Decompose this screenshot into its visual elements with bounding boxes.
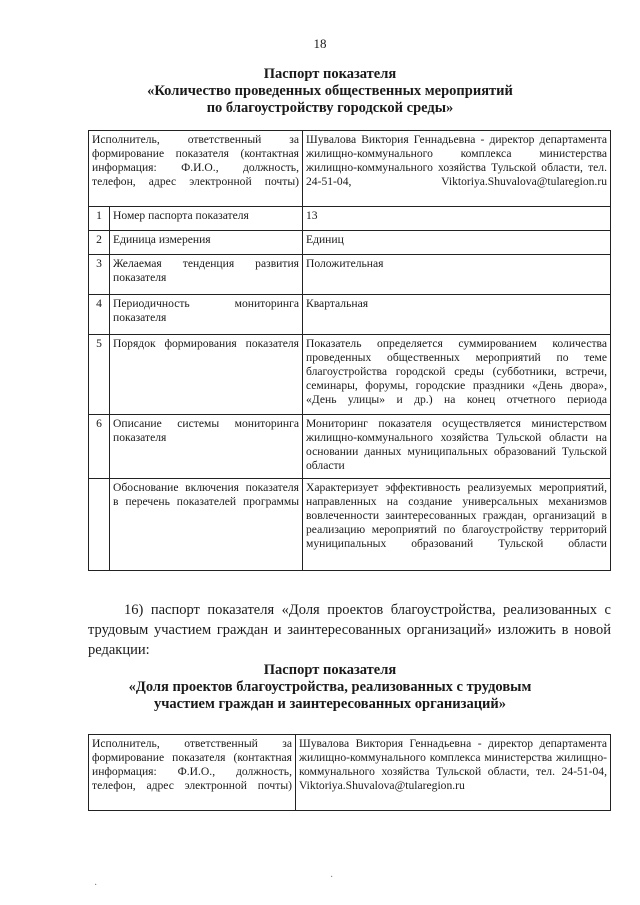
executor-row bbox=[89, 735, 611, 811]
row-label: Желаемая тенденция развития показателя bbox=[110, 255, 303, 295]
row-number: 1 bbox=[89, 207, 110, 231]
row-number: 3 bbox=[89, 255, 110, 295]
table-row bbox=[89, 231, 611, 255]
table-row bbox=[89, 255, 611, 295]
passport-title-2-line2: «Доля проектов благоустройства, реализованных с трудовым bbox=[128, 679, 532, 695]
amendment-text: 16) паспорт показателя «Доля проектов благоустройства, реализованных с трудовым участием граждан и заинтересованных организаций» изложить в новой редакции: bbox=[88, 602, 611, 658]
row-value: Характеризует эффективность реализуемых мероприятий, направленных на создание универсальных механизмов вовлеченности заинтересованных граждан, организаций в реализацию мероприятий по благоустройству территорий муниципальных образований Тульской области bbox=[303, 479, 611, 571]
table-row bbox=[89, 295, 611, 335]
row-label: Обоснование включения показателя в перечень показателей программы bbox=[110, 479, 303, 571]
amendment-paragraph bbox=[88, 600, 611, 660]
row-label: Номер паспорта показателя bbox=[110, 207, 303, 231]
row-label: Описание системы мониторинга показателя bbox=[110, 415, 303, 479]
scan-mark: · bbox=[330, 872, 334, 883]
row-value: Единиц bbox=[303, 231, 611, 255]
row-value: Мониторинг показателя осуществляется министерством жилищно-коммунального хозяйства Тульской области на основании данных муниципальных образований Тульской области bbox=[303, 415, 611, 479]
row-number: 5 bbox=[89, 335, 110, 415]
passport-table-2 bbox=[88, 734, 611, 811]
table-row bbox=[89, 479, 611, 571]
row-number: 6 bbox=[89, 415, 110, 479]
row-value: 13 bbox=[303, 207, 611, 231]
row-label: Периодичность мониторинга показателя bbox=[110, 295, 303, 335]
executor-label: Исполнитель, ответственный за формирование показателя (контактная информация: Ф.И.О., должность, телефон, адрес электронной почты) bbox=[89, 131, 303, 207]
table-row bbox=[89, 415, 611, 479]
executor-value: Шувалова Виктория Геннадьевна - директор департамента жилищно-коммунального комплекса министерства жилищно-коммунального хозяйства Тульской области, тел. 24-51-04, Viktoriya.Shuvalova@tularegion.ru bbox=[296, 735, 611, 811]
scan-mark: · bbox=[94, 880, 98, 891]
row-number: 4 bbox=[89, 295, 110, 335]
passport-table-1 bbox=[88, 130, 611, 571]
executor-label: Исполнитель, ответственный за формирование показателя (контактная информация: Ф.И.О., должность, телефон, адрес электронной почты) bbox=[89, 735, 296, 811]
executor-row bbox=[89, 131, 611, 207]
passport-title-1 bbox=[80, 66, 580, 117]
passport-title-2 bbox=[80, 662, 580, 713]
passport-title-1-line2: «Количество проведенных общественных мероприятий bbox=[147, 83, 513, 99]
row-number: 2 bbox=[89, 231, 110, 255]
row-value: Квартальная bbox=[303, 295, 611, 335]
executor-value: Шувалова Виктория Геннадьевна - директор департамента жилищно-коммунального комплекса министерства жилищно-коммунального хозяйства Тульской области, тел. 24-51-04, Viktoriya.Shuvalova@tularegion.ru bbox=[303, 131, 611, 207]
row-number bbox=[89, 479, 110, 571]
row-value: Положительная bbox=[303, 255, 611, 295]
passport-title-1-line3: по благоустройству городской среды» bbox=[206, 100, 454, 116]
table-row bbox=[89, 207, 611, 231]
table-row bbox=[89, 335, 611, 415]
page-number: 18 bbox=[313, 36, 327, 51]
passport-title-2-line1: Паспорт показателя bbox=[263, 662, 397, 678]
row-label: Порядок формирования показателя bbox=[110, 335, 303, 415]
passport-title-2-line3: участием граждан и заинтересованных организаций» bbox=[153, 696, 507, 712]
row-label: Единица измерения bbox=[110, 231, 303, 255]
row-value: Показатель определяется суммированием количества проведенных общественных мероприятий по теме благоустройства городской среды (субботники, встречи, семинары, форумы, городские праздники «День двора», «День улицы» и др.) на конец отчетного периода bbox=[303, 335, 611, 415]
passport-title-1-line1: Паспорт показателя bbox=[263, 66, 397, 82]
